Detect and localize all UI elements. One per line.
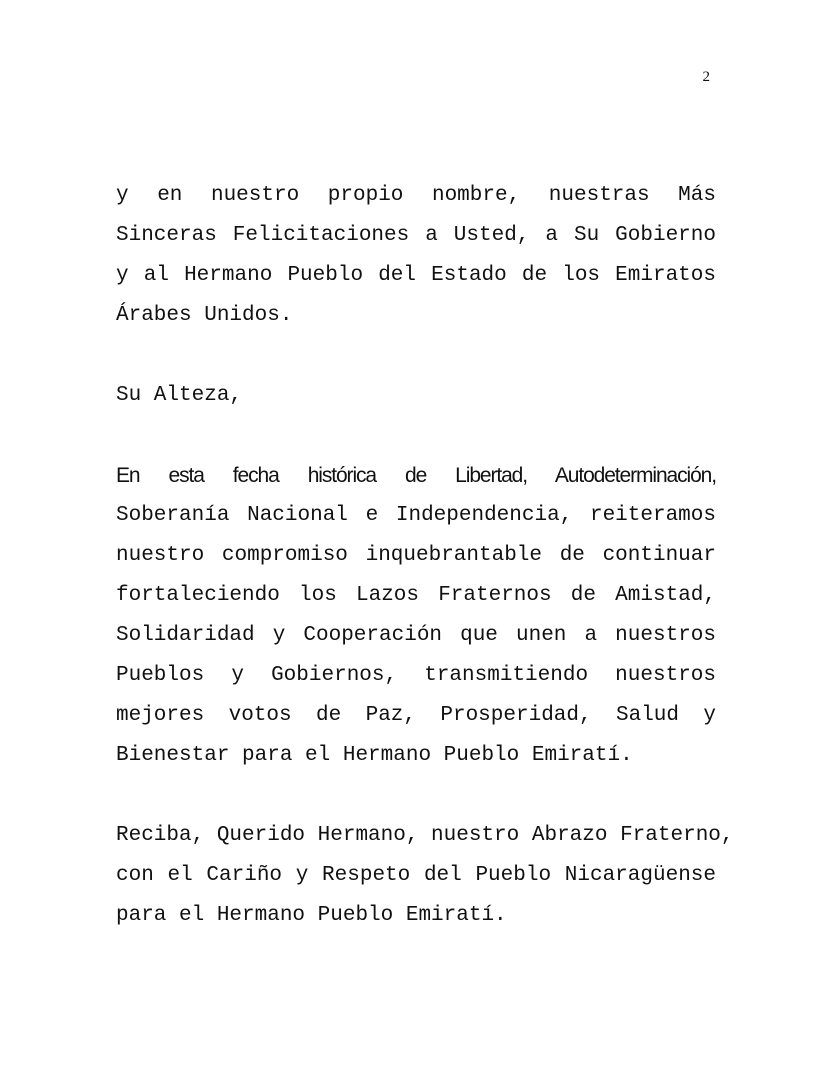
text-line: y al Hermano Pueblo del Estado de los Emiratos bbox=[116, 264, 716, 287]
text-line: Sinceras Felicitaciones a Usted, a Su Gobierno bbox=[116, 224, 716, 247]
paragraph-salutation bbox=[116, 376, 716, 416]
text-line: Su Alteza, bbox=[116, 384, 243, 407]
text-line: Bienestar para el Hermano Pueblo Emiratí. bbox=[116, 744, 633, 767]
text-line: Reciba, Querido Hermano, nuestro Abrazo Fraterno, bbox=[116, 824, 734, 847]
paragraph-greeting-continuation bbox=[116, 176, 716, 336]
text-line: para el Hermano Pueblo Emiratí. bbox=[116, 904, 507, 927]
text-line: mejores votos de Paz, Prosperidad, Salud y bbox=[116, 704, 716, 727]
paragraph-commitment bbox=[116, 456, 716, 776]
text-line: fortaleciendo los Lazos Fraternos de Amistad, bbox=[116, 584, 716, 607]
text-line: Árabes Unidos. bbox=[116, 304, 293, 327]
page-number: 2 bbox=[702, 69, 710, 85]
text-line: con el Cariño y Respeto del Pueblo Nicaragüense bbox=[116, 864, 716, 887]
text-line: nuestro compromiso inquebrantable de continuar bbox=[116, 544, 716, 567]
text-line: En esta fecha histórica de Libertad, Autodeterminación, bbox=[116, 464, 716, 487]
text-line: y en nuestro propio nombre, nuestras Más bbox=[116, 184, 716, 207]
text-line: Soberanía Nacional e Independencia, reiteramos bbox=[116, 504, 716, 527]
text-line: Solidaridad y Cooperación que unen a nuestros bbox=[116, 624, 716, 647]
text-line: Pueblos y Gobiernos, transmitiendo nuestros bbox=[116, 664, 716, 687]
paragraph-closing bbox=[116, 816, 734, 936]
